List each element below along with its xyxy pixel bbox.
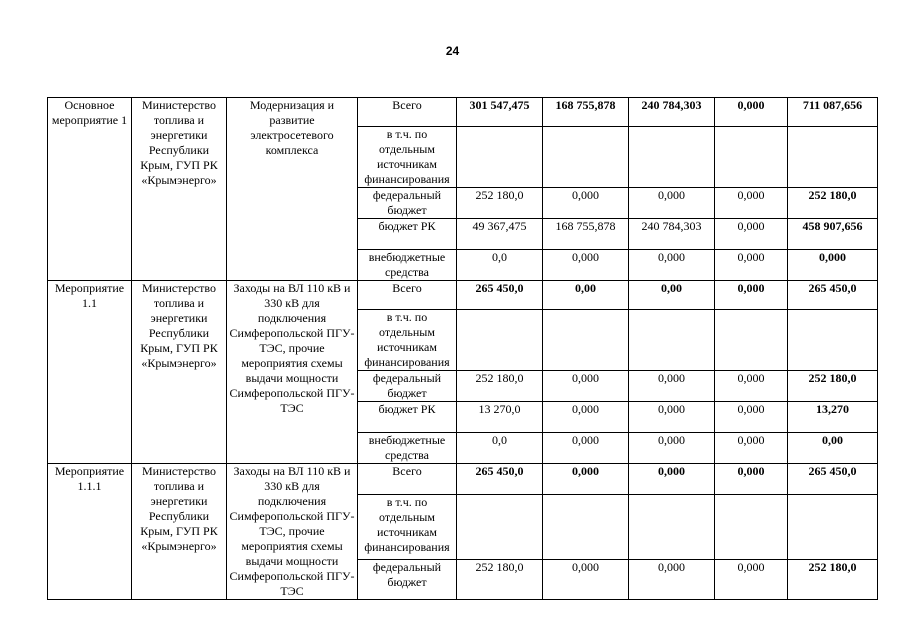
executor-cell: Министерство топлива и энергетики Республики Крым, ГУП РК «Крымэнерго» (132, 281, 227, 464)
value-cell: 0,000 (715, 371, 788, 402)
funding-table (47, 97, 878, 600)
source-cell: в т.ч. по отдельным источникам финансирования (358, 310, 457, 371)
source-cell: федеральный бюджет (358, 371, 457, 402)
value-cell: 0,000 (629, 402, 715, 433)
value-cell (629, 127, 715, 188)
value-cell: 252 180,0 (457, 371, 543, 402)
value-cell: 0,000 (629, 371, 715, 402)
value-cell (715, 495, 788, 560)
value-cell: 265 450,0 (457, 464, 543, 495)
value-cell: 168 755,878 (543, 98, 629, 127)
source-cell: в т.ч. по отдельным источникам финансирования (358, 495, 457, 560)
activity-label: Мероприятие 1.1 (48, 281, 132, 464)
value-cell: 49 367,475 (457, 219, 543, 250)
activity-name: Модернизация и развитие электросетевого комплекса (227, 98, 358, 281)
page-number: 24 (445, 44, 460, 58)
value-cell: 240 784,303 (629, 98, 715, 127)
activity-name: Заходы на ВЛ 110 кВ и 330 кВ для подключения Симферопольской ПГУ-ТЭС, прочие мероприятия схемы выдачи мощности Симферопольской ПГУ-ТЭС (227, 281, 358, 464)
source-cell: федеральный бюджет (358, 560, 457, 600)
value-cell: 0,000 (629, 250, 715, 281)
value-cell: 0,000 (715, 219, 788, 250)
activity-name: Заходы на ВЛ 110 кВ и 330 кВ для подключения Симферопольской ПГУ-ТЭС, прочие мероприятия схемы выдачи мощности Симферопольской ПГУ-ТЭС (227, 464, 358, 600)
activity-label: Основное мероприятие 1 (48, 98, 132, 281)
source-cell: бюджет РК (358, 402, 457, 433)
value-cell (543, 495, 629, 560)
value-cell: 0,000 (629, 188, 715, 219)
value-cell: 0,000 (543, 250, 629, 281)
value-cell (457, 127, 543, 188)
value-cell: 0,000 (788, 250, 878, 281)
value-cell (788, 127, 878, 188)
value-cell (715, 127, 788, 188)
value-cell (629, 310, 715, 371)
value-cell: 265 450,0 (457, 281, 543, 310)
value-cell: 252 180,0 (457, 188, 543, 219)
source-cell: Всего (358, 464, 457, 495)
value-cell (457, 495, 543, 560)
value-cell: 252 180,0 (788, 188, 878, 219)
value-cell: 240 784,303 (629, 219, 715, 250)
value-cell: 0,000 (715, 250, 788, 281)
value-cell: 265 450,0 (788, 281, 878, 310)
value-cell: 0,000 (629, 560, 715, 600)
value-cell: 0,000 (629, 433, 715, 464)
value-cell: 0,000 (543, 402, 629, 433)
value-cell: 0,0 (457, 433, 543, 464)
source-cell: бюджет РК (358, 219, 457, 250)
value-cell: 13 270,0 (457, 402, 543, 433)
table-row (48, 464, 878, 495)
value-cell: 0,000 (629, 464, 715, 495)
executor-cell: Министерство топлива и энергетики Республики Крым, ГУП РК «Крымэнерго» (132, 464, 227, 600)
source-cell: в т.ч. по отдельным источникам финансирования (358, 127, 457, 188)
value-cell: 0,000 (543, 560, 629, 600)
value-cell (788, 495, 878, 560)
value-cell: 0,00 (788, 433, 878, 464)
value-cell: 252 180,0 (788, 371, 878, 402)
value-cell (788, 310, 878, 371)
source-cell: федеральный бюджет (358, 188, 457, 219)
value-cell: 13,270 (788, 402, 878, 433)
value-cell (543, 310, 629, 371)
value-cell: 301 547,475 (457, 98, 543, 127)
activity-label: Мероприятие 1.1.1 (48, 464, 132, 600)
value-cell: 0,000 (543, 188, 629, 219)
source-cell: внебюджетные средства (358, 250, 457, 281)
value-cell: 252 180,0 (457, 560, 543, 600)
value-cell: 711 087,656 (788, 98, 878, 127)
value-cell: 0,0 (457, 250, 543, 281)
value-cell: 252 180,0 (788, 560, 878, 600)
value-cell: 0,000 (715, 281, 788, 310)
value-cell: 458 907,656 (788, 219, 878, 250)
value-cell: 265 450,0 (788, 464, 878, 495)
value-cell: 0,000 (715, 188, 788, 219)
value-cell: 0,00 (629, 281, 715, 310)
value-cell: 0,000 (543, 464, 629, 495)
value-cell: 0,00 (543, 281, 629, 310)
value-cell: 0,000 (715, 433, 788, 464)
value-cell: 168 755,878 (543, 219, 629, 250)
value-cell (629, 495, 715, 560)
value-cell: 0,000 (715, 464, 788, 495)
table-row (48, 98, 878, 127)
value-cell: 0,000 (543, 371, 629, 402)
value-cell (543, 127, 629, 188)
source-cell: Всего (358, 281, 457, 310)
value-cell (715, 310, 788, 371)
value-cell (457, 310, 543, 371)
value-cell: 0,000 (715, 402, 788, 433)
value-cell: 0,000 (543, 433, 629, 464)
value-cell: 0,000 (715, 98, 788, 127)
value-cell: 0,000 (715, 560, 788, 600)
source-cell: внебюджетные средства (358, 433, 457, 464)
table-row (48, 281, 878, 310)
executor-cell: Министерство топлива и энергетики Республики Крым, ГУП РК «Крымэнерго» (132, 98, 227, 281)
source-cell: Всего (358, 98, 457, 127)
